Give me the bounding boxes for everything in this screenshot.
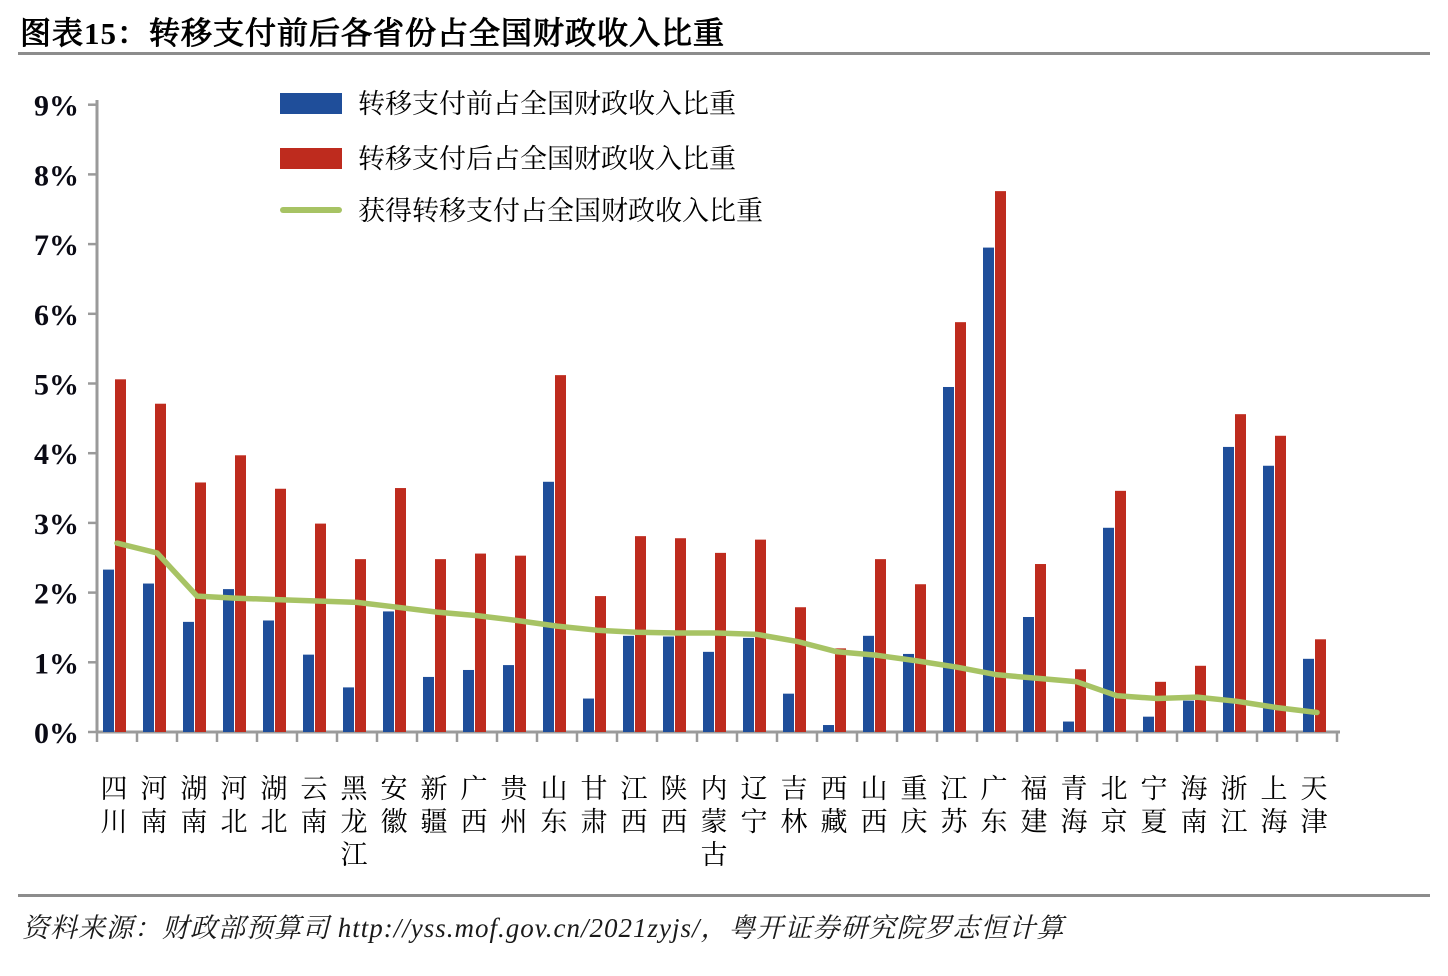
x-category-label: 贵州	[500, 774, 528, 837]
x-category-label: 新疆	[420, 774, 448, 837]
x-category-label: 北京	[1100, 774, 1128, 837]
y-tick-label: 7%	[34, 229, 79, 263]
legend-label: 转移支付后占全国财政收入比重	[358, 144, 736, 174]
y-tick-label: 6%	[34, 298, 79, 332]
x-category-label: 江苏	[940, 774, 968, 837]
y-tick-label: 2%	[34, 577, 79, 611]
x-category-label: 陕西	[660, 774, 688, 837]
bar-after	[515, 556, 526, 732]
y-tick-label: 1%	[34, 647, 79, 681]
bar-after	[115, 379, 126, 732]
bar-after	[155, 404, 166, 732]
bar-before	[663, 637, 674, 732]
bar-before	[783, 694, 794, 732]
bar-after	[1075, 669, 1086, 732]
bar-after	[475, 554, 486, 732]
bar-before	[503, 665, 514, 732]
x-category-label: 内蒙古	[700, 774, 728, 870]
y-tick-label: 8%	[34, 159, 79, 193]
bar-before	[743, 638, 754, 732]
source-note: 资料来源：财政部预算司 http://yss.mof.gov.cn/2021zyjs/，粤开证券研究院罗志恒计算	[22, 913, 1065, 943]
bar-before	[1183, 701, 1194, 732]
bar-after	[235, 455, 246, 732]
x-category-label: 浙江	[1220, 774, 1248, 837]
x-category-label: 重庆	[900, 774, 928, 837]
x-category-label: 福建	[1020, 774, 1048, 837]
x-category-label: 天津	[1300, 774, 1328, 837]
y-tick-label: 3%	[34, 507, 79, 541]
x-category-label: 广东	[980, 774, 1008, 837]
legend-label: 获得转移支付占全国财政收入比重	[358, 196, 763, 226]
bar-after	[1035, 564, 1046, 732]
bar-after	[275, 489, 286, 732]
bar-before	[943, 387, 954, 732]
bar-before	[1303, 659, 1314, 732]
bar-before	[823, 725, 834, 732]
legend-swatch-before	[280, 93, 342, 114]
y-tick-label: 4%	[34, 438, 79, 472]
bar-before	[703, 652, 714, 732]
bar-before	[343, 687, 354, 732]
bar-after	[595, 596, 606, 732]
bar-before	[623, 636, 634, 732]
bar-before	[303, 655, 314, 732]
bar-before	[183, 622, 194, 732]
bar-before	[863, 636, 874, 732]
x-category-label: 安徽	[380, 774, 408, 837]
legend-swatch-line	[280, 207, 342, 213]
x-category-label: 黑龙江	[340, 774, 368, 870]
bar-before	[903, 654, 914, 732]
x-category-label: 青海	[1060, 774, 1088, 837]
y-tick-label: 9%	[34, 89, 79, 123]
bar-after	[1155, 682, 1166, 732]
x-category-label: 宁夏	[1140, 774, 1168, 837]
x-category-label: 西藏	[820, 774, 848, 837]
legend-label: 转移支付前占全国财政收入比重	[358, 89, 736, 119]
bar-after	[1235, 414, 1246, 732]
bar-before	[583, 699, 594, 732]
bar-before	[383, 611, 394, 732]
x-category-label: 甘肃	[580, 774, 608, 837]
bar-before	[1263, 466, 1274, 732]
x-category-label: 湖南	[180, 774, 208, 837]
bar-before	[103, 570, 114, 732]
bar-before	[463, 670, 474, 732]
x-category-label: 河南	[140, 774, 168, 837]
x-category-label: 江西	[620, 774, 648, 837]
x-category-label: 四川	[100, 774, 128, 837]
x-category-label: 辽宁	[740, 774, 768, 837]
bar-before	[543, 482, 554, 732]
y-tick-label: 0%	[34, 717, 79, 750]
x-category-label: 山西	[860, 774, 888, 837]
bar-after	[555, 375, 566, 732]
x-category-label: 海南	[1180, 774, 1208, 837]
bar-after	[355, 559, 366, 732]
bar-after	[715, 553, 726, 732]
source-divider	[18, 894, 1430, 897]
bar-before	[423, 677, 434, 732]
bar-before	[1143, 717, 1154, 732]
bar-after	[1275, 436, 1286, 732]
bar-before	[1223, 447, 1234, 732]
x-category-label: 吉林	[780, 774, 808, 837]
bar-before	[1103, 528, 1114, 732]
bar-before	[983, 248, 994, 732]
bar-after	[875, 559, 886, 732]
bar-before	[223, 589, 234, 732]
x-category-label: 上海	[1260, 774, 1288, 837]
bar-after	[795, 607, 806, 732]
bar-before	[1063, 722, 1074, 732]
bar-before	[143, 584, 154, 732]
bar-after	[835, 648, 846, 732]
x-category-label: 湖北	[260, 774, 288, 837]
bar-after	[195, 482, 206, 732]
x-category-label: 云南	[300, 774, 328, 837]
y-tick-label: 5%	[34, 368, 79, 402]
bar-after	[315, 524, 326, 732]
bar-after	[435, 559, 446, 732]
bar-after	[995, 191, 1006, 732]
x-category-label: 山东	[540, 774, 568, 837]
x-category-label: 广西	[460, 774, 488, 837]
bar-after	[1315, 639, 1326, 732]
bar-before	[263, 620, 274, 732]
chart-title: 图表15：转移支付前后各省份占全国财政收入比重	[20, 16, 725, 51]
legend-swatch-after	[280, 148, 342, 169]
x-category-label: 河北	[220, 774, 248, 837]
